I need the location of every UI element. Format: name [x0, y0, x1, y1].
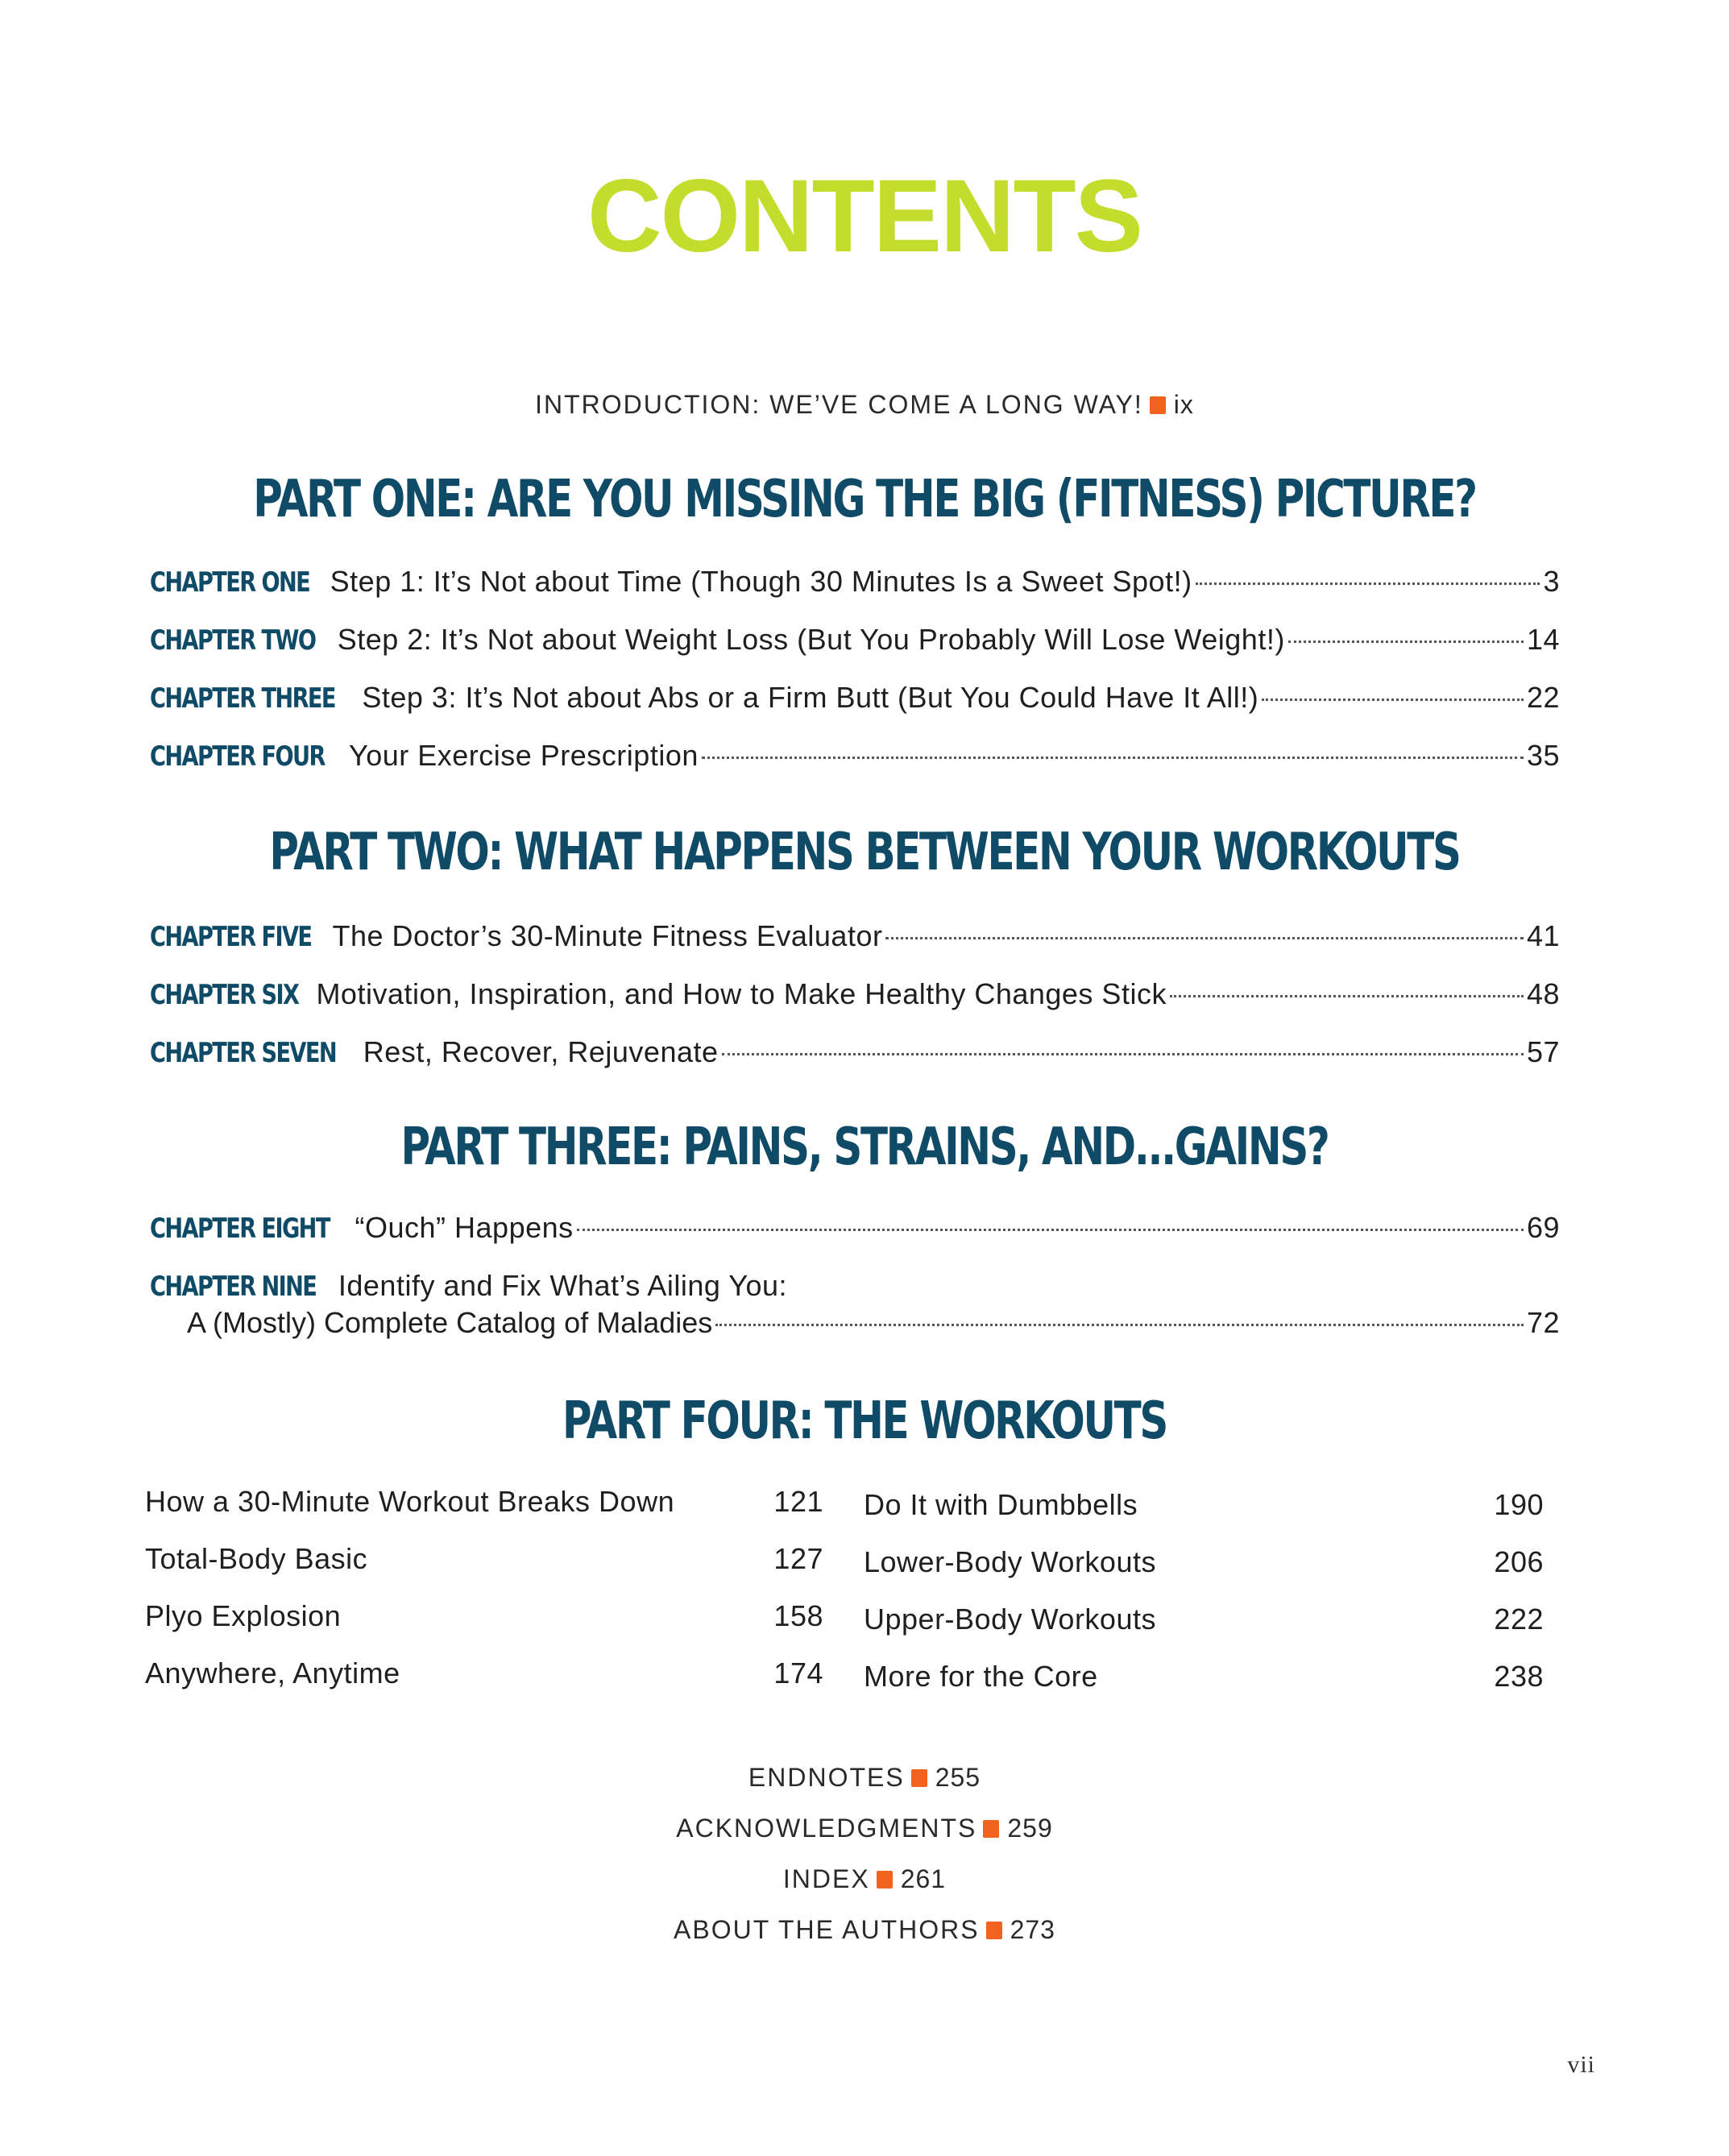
chapter-title: The Doctor’s 30-Minute Fitness Evaluator: [332, 919, 883, 952]
dot-leader: [1170, 995, 1524, 997]
chapter-title: Identify and Fix What’s Ailing You:: [338, 1269, 788, 1302]
introduction-label: INTRODUCTION: WE’VE COME A LONG WAY!: [535, 390, 1143, 419]
back-matter-label: ABOUT THE AUTHORS: [674, 1915, 980, 1944]
workout-page: 206: [1494, 1545, 1544, 1578]
toc-entry-chapter-two: [150, 620, 1560, 659]
back-matter-label: INDEX: [782, 1864, 870, 1893]
workout-page: 222: [1494, 1602, 1544, 1636]
chapter-page: 14: [1526, 623, 1560, 656]
dot-leader: [885, 937, 1523, 939]
chapter-title-line2: A (Mostly) Complete Catalog of Maladies: [187, 1306, 713, 1339]
dot-leader: [702, 757, 1524, 759]
chapter-page: 41: [1526, 919, 1560, 952]
toc-entry-chapter-five: [150, 917, 1560, 956]
chapter-label: CHAPTER FIVE: [150, 921, 312, 953]
back-matter-page: 255: [935, 1763, 981, 1792]
orange-square-icon: [911, 1769, 927, 1787]
dot-leader: [577, 1229, 1524, 1231]
chapter-title: Step 3: It’s Not about Abs or a Firm Butt (But You Could Have It All!): [362, 681, 1259, 714]
dot-leader: [1288, 641, 1524, 643]
workout-title: Plyo Explosion: [145, 1599, 342, 1632]
back-matter-about-authors: [0, 1917, 1729, 1942]
chapter-title: Motivation, Inspiration, and How to Make Healthy Changes Stick: [316, 977, 1167, 1010]
back-matter-label: ACKNOWLEDGMENTS: [676, 1814, 977, 1843]
workout-page: 158: [773, 1599, 823, 1632]
chapter-label: CHAPTER NINE: [150, 1271, 317, 1303]
page-title: CONTENTS: [587, 159, 1142, 274]
dot-leader: [1262, 699, 1524, 701]
orange-square-icon: [877, 1871, 893, 1889]
chapter-title: Step 2: It’s Not about Weight Loss (But You Probably Will Lose Weight!): [337, 623, 1285, 656]
toc-entry-chapter-three: [150, 678, 1560, 717]
back-matter-acknowledgments: [0, 1815, 1729, 1841]
part-three-heading: PART THREE: PAINS, STRAINS, AND...GAINS?: [400, 1117, 1329, 1177]
chapter-page: 72: [1526, 1306, 1560, 1339]
workout-page: 190: [1494, 1488, 1544, 1521]
back-matter-page: 273: [1010, 1915, 1055, 1944]
chapter-label: CHAPTER TWO: [150, 624, 316, 657]
toc-entry-chapter-seven: [150, 1033, 1560, 1072]
workout-title: Total-Body Basic: [145, 1542, 368, 1575]
chapter-page: 69: [1526, 1211, 1560, 1244]
chapter-title: Your Exercise Prescription: [349, 739, 699, 772]
workout-title: Do It with Dumbbells: [864, 1488, 1138, 1521]
chapter-label: CHAPTER EIGHT: [150, 1213, 330, 1245]
chapter-page: 3: [1543, 565, 1560, 598]
chapter-label: CHAPTER SEVEN: [150, 1037, 337, 1069]
back-matter-endnotes: [0, 1764, 1729, 1790]
workout-title: Upper-Body Workouts: [864, 1602, 1156, 1636]
orange-square-icon: [1150, 396, 1166, 414]
chapter-label: CHAPTER ONE: [150, 566, 310, 599]
toc-entry-chapter-nine-line2: [187, 1304, 1560, 1342]
orange-square-icon: [986, 1922, 1002, 1939]
back-matter-page: 261: [900, 1864, 947, 1893]
chapter-page: 35: [1526, 739, 1560, 772]
orange-square-icon: [983, 1820, 999, 1838]
workout-page: 238: [1494, 1660, 1544, 1693]
toc-entry-chapter-one: [150, 562, 1560, 601]
part-one-heading: PART ONE: ARE YOU MISSING THE BIG (FITNESS) PICTURE?: [253, 470, 1476, 529]
workout-page: 174: [773, 1656, 823, 1690]
chapter-label: CHAPTER SIX: [150, 979, 299, 1011]
chapter-page: 57: [1526, 1035, 1560, 1068]
workout-page: 121: [773, 1485, 823, 1518]
dot-leader: [715, 1324, 1524, 1326]
introduction-entry: [0, 392, 1729, 417]
chapter-label: CHAPTER FOUR: [150, 740, 325, 773]
part-four-heading: PART FOUR: THE WORKOUTS: [562, 1391, 1167, 1451]
workout-title: How a 30-Minute Workout Breaks Down: [145, 1485, 675, 1518]
toc-entry-chapter-four: [150, 736, 1560, 775]
workout-page: 127: [773, 1542, 823, 1575]
toc-entry-chapter-eight: [150, 1209, 1560, 1247]
chapter-title: “Ouch” Happens: [355, 1211, 574, 1244]
chapter-title: Step 1: It’s Not about Time (Though 30 Minutes Is a Sweet Spot!): [330, 565, 1192, 598]
back-matter-page: 259: [1007, 1814, 1053, 1843]
workout-title: Lower-Body Workouts: [864, 1545, 1156, 1578]
chapter-label: CHAPTER THREE: [150, 682, 335, 715]
introduction-page: ix: [1173, 390, 1194, 419]
dot-leader: [722, 1053, 1524, 1055]
part-two-heading: PART TWO: WHAT HAPPENS BETWEEN YOUR WORKOUTS: [269, 823, 1460, 882]
back-matter-index: [0, 1866, 1729, 1892]
page-number: vii: [1567, 2051, 1595, 2078]
chapter-page: 48: [1526, 977, 1560, 1010]
dot-leader: [1196, 583, 1540, 585]
chapter-page: 22: [1526, 681, 1560, 714]
toc-entry-chapter-six: [150, 975, 1560, 1014]
chapter-title: Rest, Recover, Rejuvenate: [363, 1035, 719, 1068]
workout-title: More for the Core: [864, 1660, 1098, 1693]
toc-entry-chapter-nine: [150, 1267, 1560, 1305]
workout-title: Anywhere, Anytime: [145, 1656, 400, 1690]
back-matter-label: ENDNOTES: [748, 1763, 905, 1792]
